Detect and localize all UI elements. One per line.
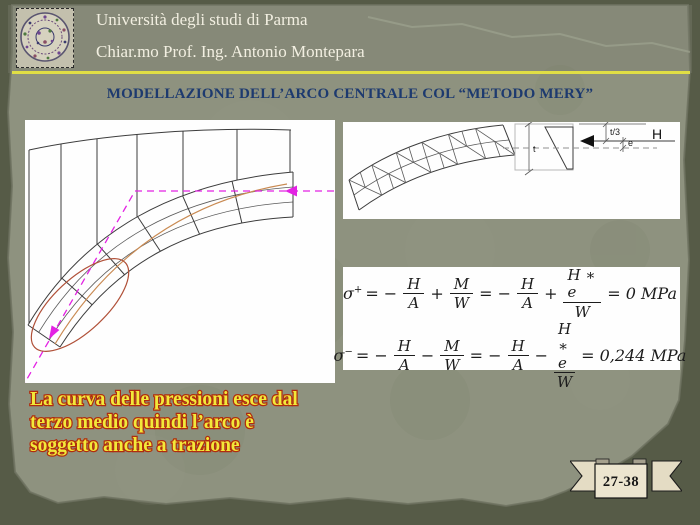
wall-top-line <box>29 129 291 150</box>
formula-sigma-minus <box>333 319 687 392</box>
thrust-arrow-left-icon <box>49 325 59 339</box>
formula-sigma-plus <box>343 267 680 321</box>
header-university-name: Università degli studi di Parma <box>96 10 308 29</box>
arch-pressure-figure-panel <box>25 120 335 383</box>
label-e: e <box>628 138 634 148</box>
extrados <box>349 125 503 180</box>
page-number: 27-38 <box>602 474 640 490</box>
university-logo <box>16 8 74 68</box>
header-professor-name: Chiar.mo Prof. Ing. Antonio Montepara <box>96 42 365 61</box>
math-text: + <box>430 284 444 304</box>
fraction: $\frac{H}{A}$ <box>517 276 538 312</box>
arch-pressure-drawing <box>25 120 335 383</box>
note-text <box>28 387 363 461</box>
middle-third-lower <box>49 202 293 340</box>
arch-section-figure-panel <box>343 122 680 219</box>
fraction: $\frac{H}{A}$ <box>403 276 424 312</box>
fraction: $\frac{H ∗ e}{W}$ <box>563 267 601 321</box>
fraction: $\frac{M}{W}$ <box>440 338 463 374</box>
sigma-symbol: σ− <box>333 346 353 366</box>
intrados <box>359 155 515 210</box>
math-text: = − <box>479 284 511 304</box>
university-seal-icon <box>17 9 73 67</box>
header-divider-line <box>12 71 690 74</box>
ribbon-right-wing <box>652 461 682 491</box>
brick-diagonal <box>448 134 485 158</box>
extrados <box>28 172 293 325</box>
math-text: = 0 MPa <box>607 284 677 304</box>
label-H: H <box>652 126 663 142</box>
math-text: = − <box>365 284 398 304</box>
slide-title: MODELLAZIONE DELL’ARCO CENTRALE COL “METODO MERY” <box>106 86 594 102</box>
middle-third-exit-highlight <box>25 244 143 367</box>
math-text: + <box>544 284 558 304</box>
note-line-2: terzo medio quindi l’arco è <box>30 412 254 433</box>
brick-half-joint <box>360 172 365 187</box>
label-t: t <box>533 144 536 154</box>
note-line-1: La curva delle pressioni esce dal <box>30 389 298 410</box>
note-line-3: soggetto anche a trazione <box>30 435 240 456</box>
brick-diagonal <box>476 129 515 155</box>
math-text: = 0,244 MPa <box>581 346 687 366</box>
arch-section-drawing <box>343 122 680 219</box>
math-text: = − <box>469 346 502 366</box>
fraction: $\frac{M}{W}$ <box>450 276 473 312</box>
intrados <box>60 217 293 347</box>
sigma-symbol: σ+ <box>343 284 363 304</box>
pressure-curve <box>55 184 287 344</box>
voussoir-joint <box>349 180 359 210</box>
middle-third-upper <box>39 187 293 332</box>
fraction: $\frac{H}{A}$ <box>508 338 529 374</box>
math-text: = − <box>355 346 388 366</box>
math-text: − <box>420 346 435 366</box>
arch-brickwork-lines <box>349 125 515 210</box>
fraction: $\frac{H}{A}$ <box>394 338 415 374</box>
math-text: − <box>534 346 549 366</box>
formula-panel <box>333 266 687 392</box>
brick-half-joint <box>495 142 500 157</box>
label-t-third: t/3 <box>610 127 621 137</box>
voussoir-joint <box>232 181 242 223</box>
fraction: $\frac{H ∗ e}{W}$ <box>554 321 575 392</box>
page-ribbon <box>570 456 682 508</box>
thrust-force-arrow-icon <box>580 135 594 147</box>
arch-masonry-lines <box>28 129 293 347</box>
voussoir-joint <box>476 129 486 159</box>
brick-diagonal <box>349 180 382 195</box>
